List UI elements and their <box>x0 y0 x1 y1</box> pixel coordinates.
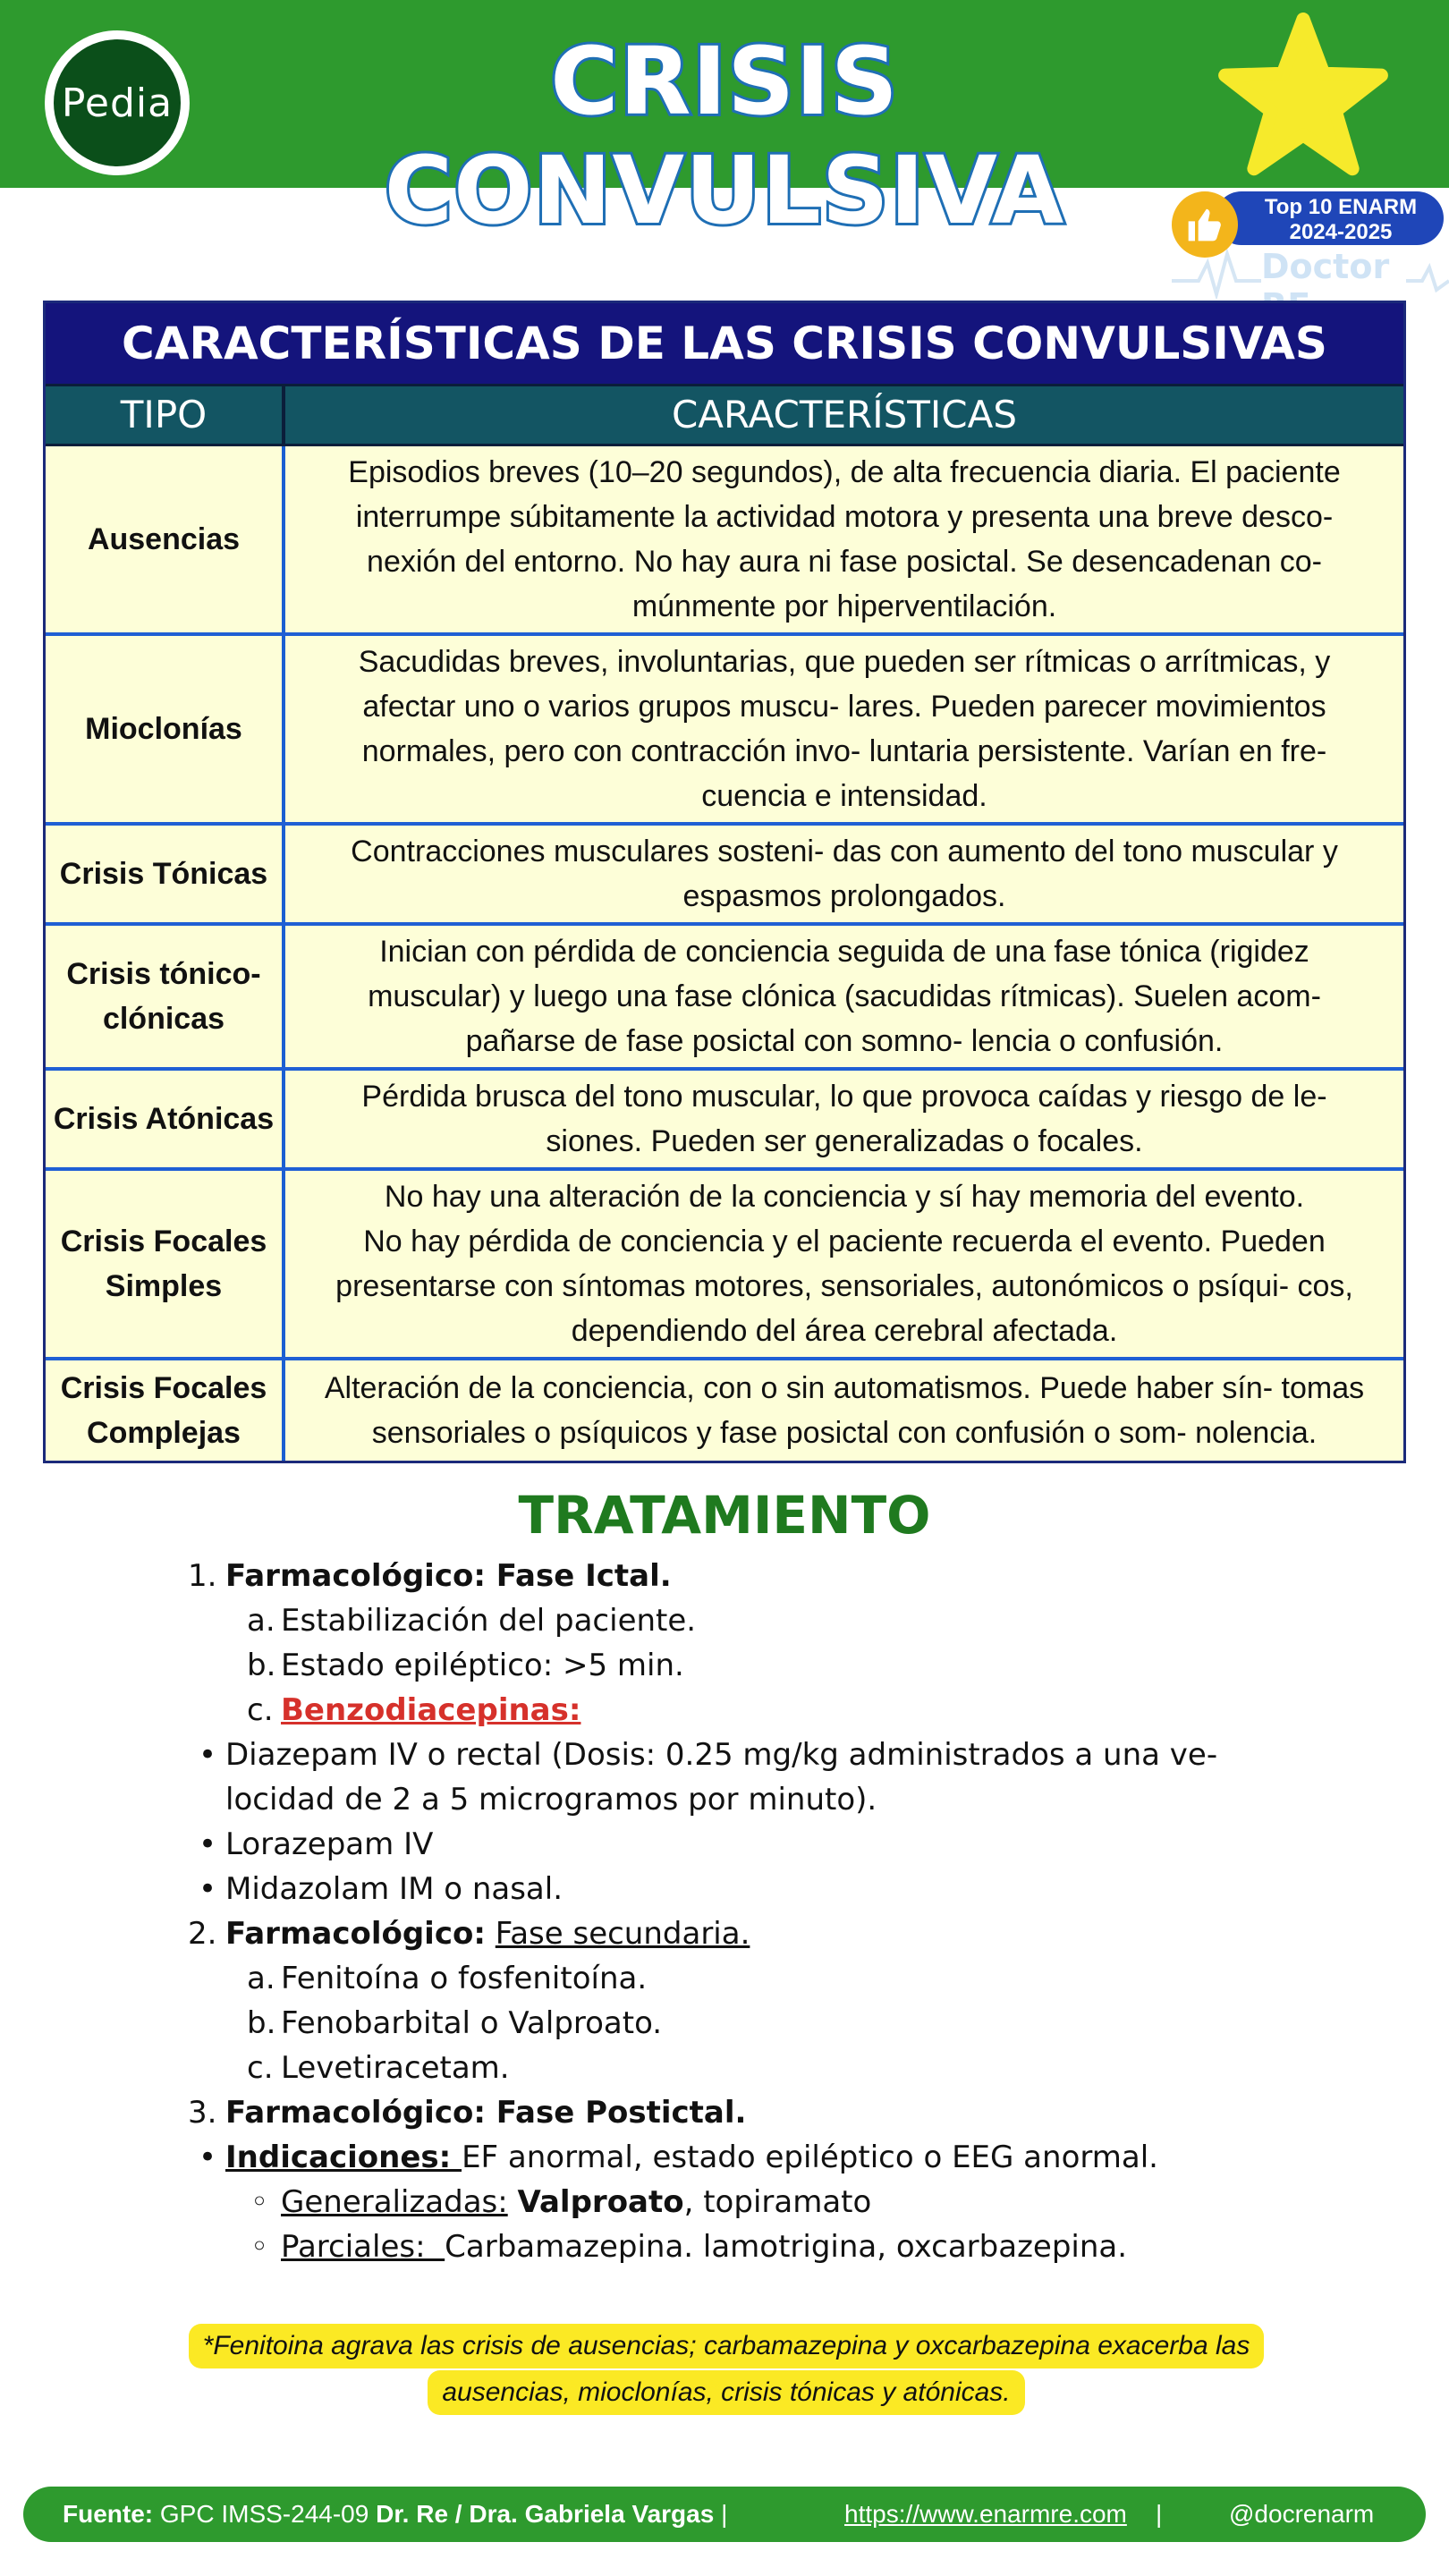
list-letter: c. <box>247 1692 274 1728</box>
list-letter: b. <box>247 1648 276 1683</box>
row-type: Crisis Tónicas <box>46 826 285 922</box>
list-letter: c. <box>247 2050 274 2086</box>
list-item: Indicaciones: EF anormal, estado epiléptico o EEG anormal. <box>225 2140 1158 2175</box>
footer-url-link[interactable]: https://www.enarmre.com <box>844 2500 1127 2528</box>
list-item: Farmacológico: Fase Ictal. <box>225 1558 672 1594</box>
badge-pill <box>1215 191 1444 245</box>
list-item: Farmacológico: Fase Postictal. <box>225 2095 747 2131</box>
list-item: Estado epiléptico: >5 min. <box>281 1648 684 1683</box>
footer-bar <box>23 2487 1426 2542</box>
list-letter: a. <box>247 1603 275 1639</box>
list-item: Farmacológico: Fase secundaria. <box>225 1916 750 1952</box>
footer-handle: @docrenarm <box>1229 2500 1375 2528</box>
row-type: Ausencias <box>46 446 285 632</box>
list-item: Parciales: Carbamazepina. lamotrigina, oxcarbazepina. <box>281 2229 1128 2265</box>
logo-text: Pedia <box>54 39 181 166</box>
table-row <box>46 446 1403 636</box>
row-type: Mioclonías <box>46 636 285 822</box>
column-header-caracteristicas: CARACTERÍSTICAS <box>671 393 1018 436</box>
row-type: Crisis Atónicas <box>46 1071 285 1167</box>
list-item: Fenitoína o fosfenitoína. <box>281 1961 648 1996</box>
note-line: *Fenitoina agrava las crisis de ausencias; carbamazepina y oxcarbazepina exacerba las <box>189 2324 1265 2368</box>
pedia-logo <box>45 30 190 175</box>
list-letter: a. <box>247 1961 275 1996</box>
note-line: ausencias, mioclonías, crisis tónicas y atónicas. <box>428 2370 1024 2415</box>
footer-separator: | <box>1156 2500 1163 2528</box>
bullet-icon: • <box>199 2140 217 2175</box>
table-row <box>46 926 1403 1071</box>
list-item: Generalizadas: Valproato, topiramato <box>281 2184 872 2220</box>
row-type: Crisis Focales Complejas <box>46 1360 285 1461</box>
list-number: 3. <box>188 2095 217 2131</box>
table-header-row <box>46 384 1403 446</box>
bullet-icon: • <box>199 1737 217 1773</box>
warning-note <box>154 2324 1299 2415</box>
characteristics-table <box>43 301 1406 1463</box>
circle-bullet-icon: ◦ <box>250 2229 269 2265</box>
table-row <box>46 826 1403 926</box>
page-title: CRISIS CONVULSIVA <box>384 27 1065 245</box>
row-description: Sacudidas breves, involuntarias, que pueden ser rítmicas o arrítmicas, y afectar uno o varios grupos muscu- lares. Pueden parecer movimientos normales, pero con contracción invo- luntaria persistente. Varían en fre- cuencia e intensidad. <box>358 645 1331 813</box>
row-description: Episodios breves (10–20 segundos), de alta frecuencia diaria. El paciente interrumpe súbitamente la actividad motora y presenta una breve desco- nexión del entorno. No hay aura ni fase posictal. Se desencadenan co- múnmente por hiperventilación. <box>348 455 1341 623</box>
table-row <box>46 1360 1403 1461</box>
table-row <box>46 636 1403 826</box>
treatment-title: TRATAMIENTO <box>518 1485 931 1546</box>
list-number: 2. <box>188 1916 217 1952</box>
row-description: No hay una alteración de la conciencia y sí hay memoria del evento. No hay pérdida de conciencia y el paciente recuerda el evento. Pueden presentarse con síntomas motores, sensoriales, autonómicos o psíqui- cos, dependiendo del área cerebral afectada. <box>335 1180 1353 1348</box>
row-description: Inician con pérdida de conciencia seguida de una fase tónica (rigidez muscular) y luego una fase clónica (sacudidas rítmicas). Suelen acom- pañarse de fase posictal con somno- lencia o confusión. <box>368 935 1321 1058</box>
table-title: CARACTERÍSTICAS DE LAS CRISIS CONVULSIVAS <box>46 303 1403 384</box>
list-item-continuation: locidad de 2 a 5 microgramos por minuto). <box>225 1782 877 1818</box>
badge-line1: Top 10 ENARM <box>1264 195 1418 219</box>
list-item: Estabilización del paciente. <box>281 1603 697 1639</box>
list-item: Levetiracetam. <box>281 2050 510 2086</box>
list-item: Lorazepam IV <box>225 1826 434 1862</box>
footer-source: Fuente: GPC IMSS-244-09 Dr. Re / Dra. Gabriela Vargas | <box>63 2500 728 2528</box>
watermark-text: Doctor <box>1261 247 1390 286</box>
row-description: Alteración de la conciencia, con o sin automatismos. Puede haber sín- tomas sensoriales o psíquicos y fase posictal con confusión o som- nolencia. <box>324 1371 1365 1450</box>
list-item-highlight: Benzodiacepinas: <box>281 1692 581 1728</box>
table-row <box>46 1071 1403 1171</box>
badge-line2: 2024-2025 <box>1289 220 1393 244</box>
list-number: 1. <box>188 1558 217 1594</box>
thumbs-up-icon <box>1172 191 1238 258</box>
column-header-tipo: TIPO <box>46 386 285 444</box>
list-item: Diazepam IV o rectal (Dosis: 0.25 mg/kg administrados a una ve- <box>225 1737 1218 1773</box>
list-item: Midazolam IM o nasal. <box>225 1871 564 1907</box>
list-item: Fenobarbital o Valproato. <box>281 2005 663 2041</box>
circle-bullet-icon: ◦ <box>250 2184 269 2220</box>
row-type: Crisis tónico-clónicas <box>46 926 285 1067</box>
bullet-icon: • <box>199 1871 217 1907</box>
enarm-badge <box>1172 191 1449 290</box>
row-description: Pérdida brusca del tono muscular, lo que provoca caídas y riesgo de le- siones. Pueden ser generalizadas o focales. <box>361 1080 1327 1158</box>
list-letter: b. <box>247 2005 276 2041</box>
row-type: Crisis Focales Simples <box>46 1171 285 1357</box>
bullet-icon: • <box>199 1826 217 1862</box>
row-description: Contracciones musculares sosteni- das con aumento del tono muscular y espasmos prolongados. <box>351 835 1338 913</box>
star-icon <box>1218 13 1388 179</box>
table-row <box>46 1171 1403 1360</box>
